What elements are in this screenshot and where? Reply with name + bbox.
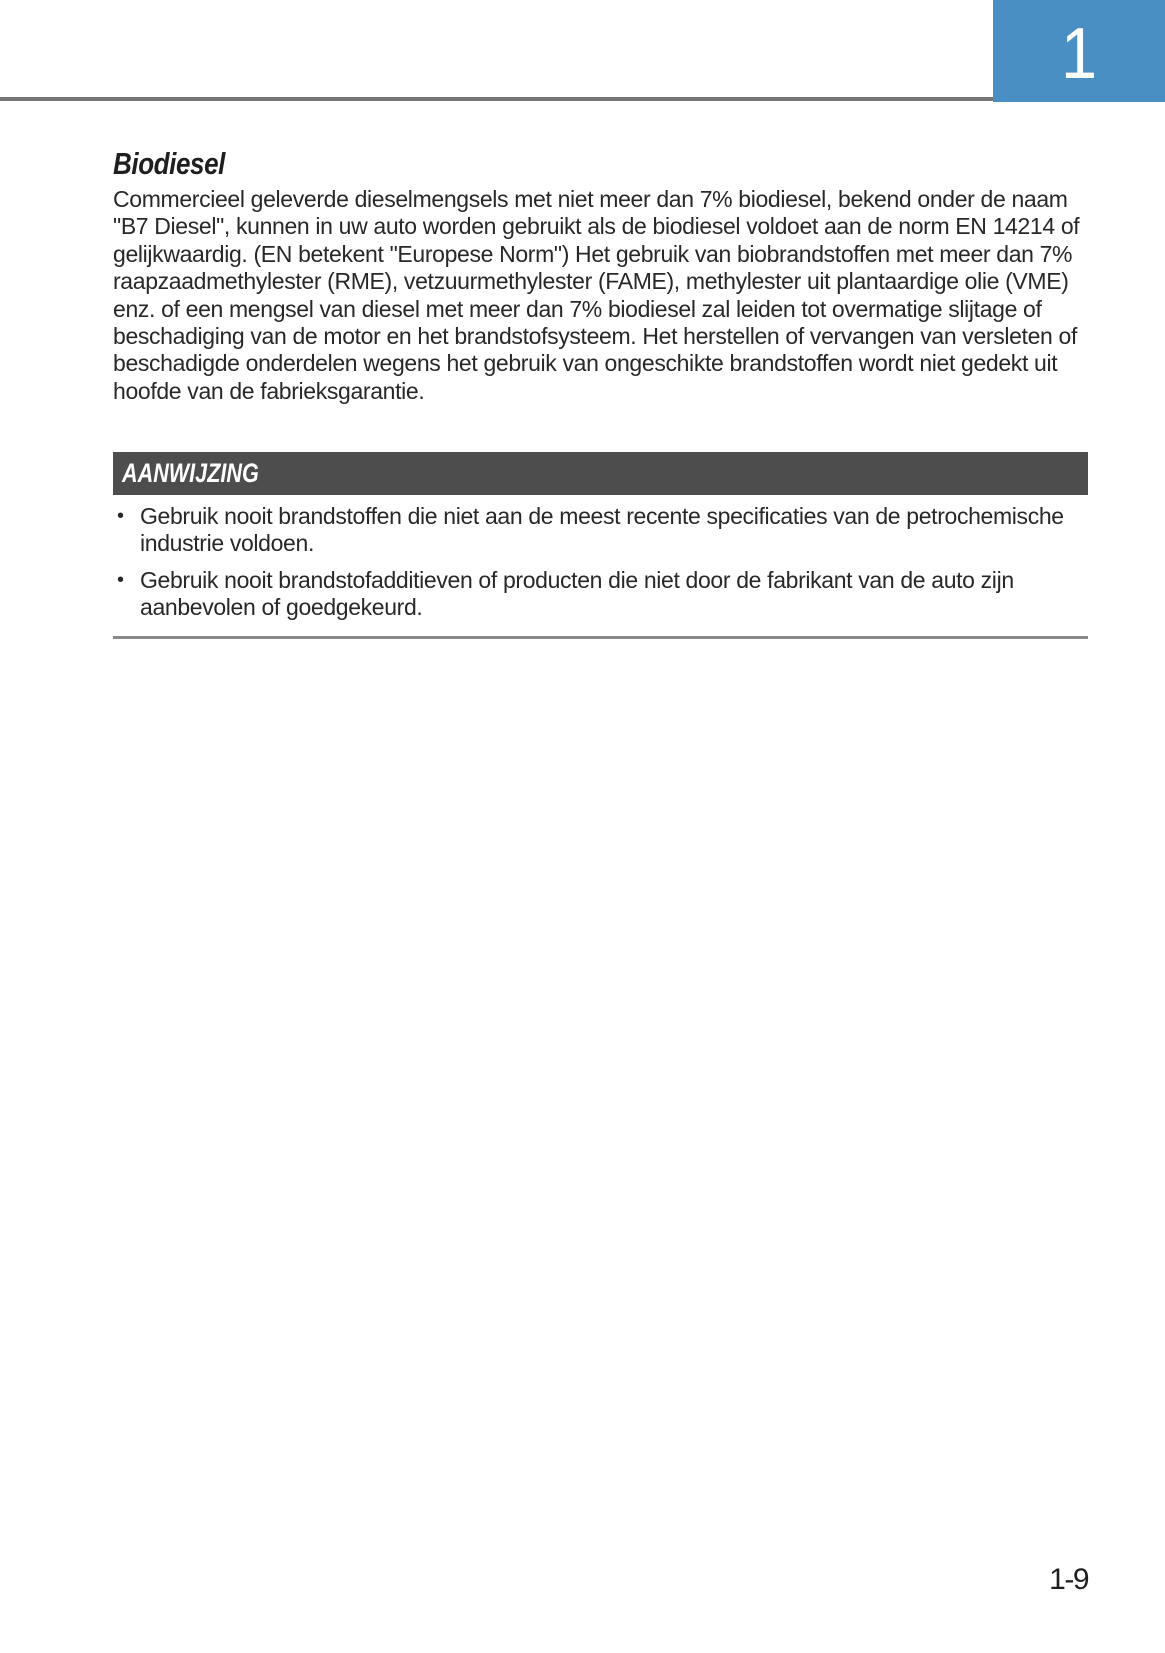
- notice-banner: [113, 452, 1088, 495]
- section-end-divider: [113, 636, 1088, 639]
- bullet-icon: •: [117, 505, 124, 527]
- section-heading: Biodiesel: [113, 146, 225, 181]
- bullet-text: Gebruik nooit brandstofadditieven of producten die niet door de fabrikant van de auto zijn aanbevolen of goedgekeurd.: [140, 566, 1014, 621]
- body-paragraph: Commercieel geleverde dieselmengsels met niet meer dan 7% biodiesel, bekend onder de naam "B7 Diesel", kunnen in uw auto worden gebruikt als de biodiesel voldoet aan de norm EN 14214 of gelijkwaardig. (EN betekent "Europese Norm") Het gebruik van biobrandstoffen met meer dan 7% raapzaadmethylester (RME), vetzuurmethylester (FAME), methylester uit plantaardige olie (VME) enz. of een mengsel van diesel met meer dan 7% biodiesel zal leiden tot overmatige slijtage of beschadiging van de motor en het brandstofsysteem. Het herstellen of vervangen van versleten of beschadigde onderdelen wegens het gebruik van ongeschikte brandstoffen wordt niet gedekt uit hoofde van de fabrieksgarantie.: [113, 186, 1080, 404]
- header-divider: [0, 97, 993, 101]
- chapter-tab: [993, 0, 1165, 102]
- notice-title: AANWIJZING: [122, 458, 259, 488]
- notice-list: [113, 503, 1088, 622]
- chapter-number: 1: [1060, 14, 1098, 94]
- bullet-text: Gebruik nooit brandstoffen die niet aan de meest recente specificaties van de petrochemische industrie voldoen.: [140, 503, 1064, 557]
- list-item: [113, 567, 1088, 622]
- bullet-icon: •: [117, 568, 124, 591]
- page-number: 1-9: [1049, 1563, 1088, 1596]
- list-item: [113, 503, 1088, 558]
